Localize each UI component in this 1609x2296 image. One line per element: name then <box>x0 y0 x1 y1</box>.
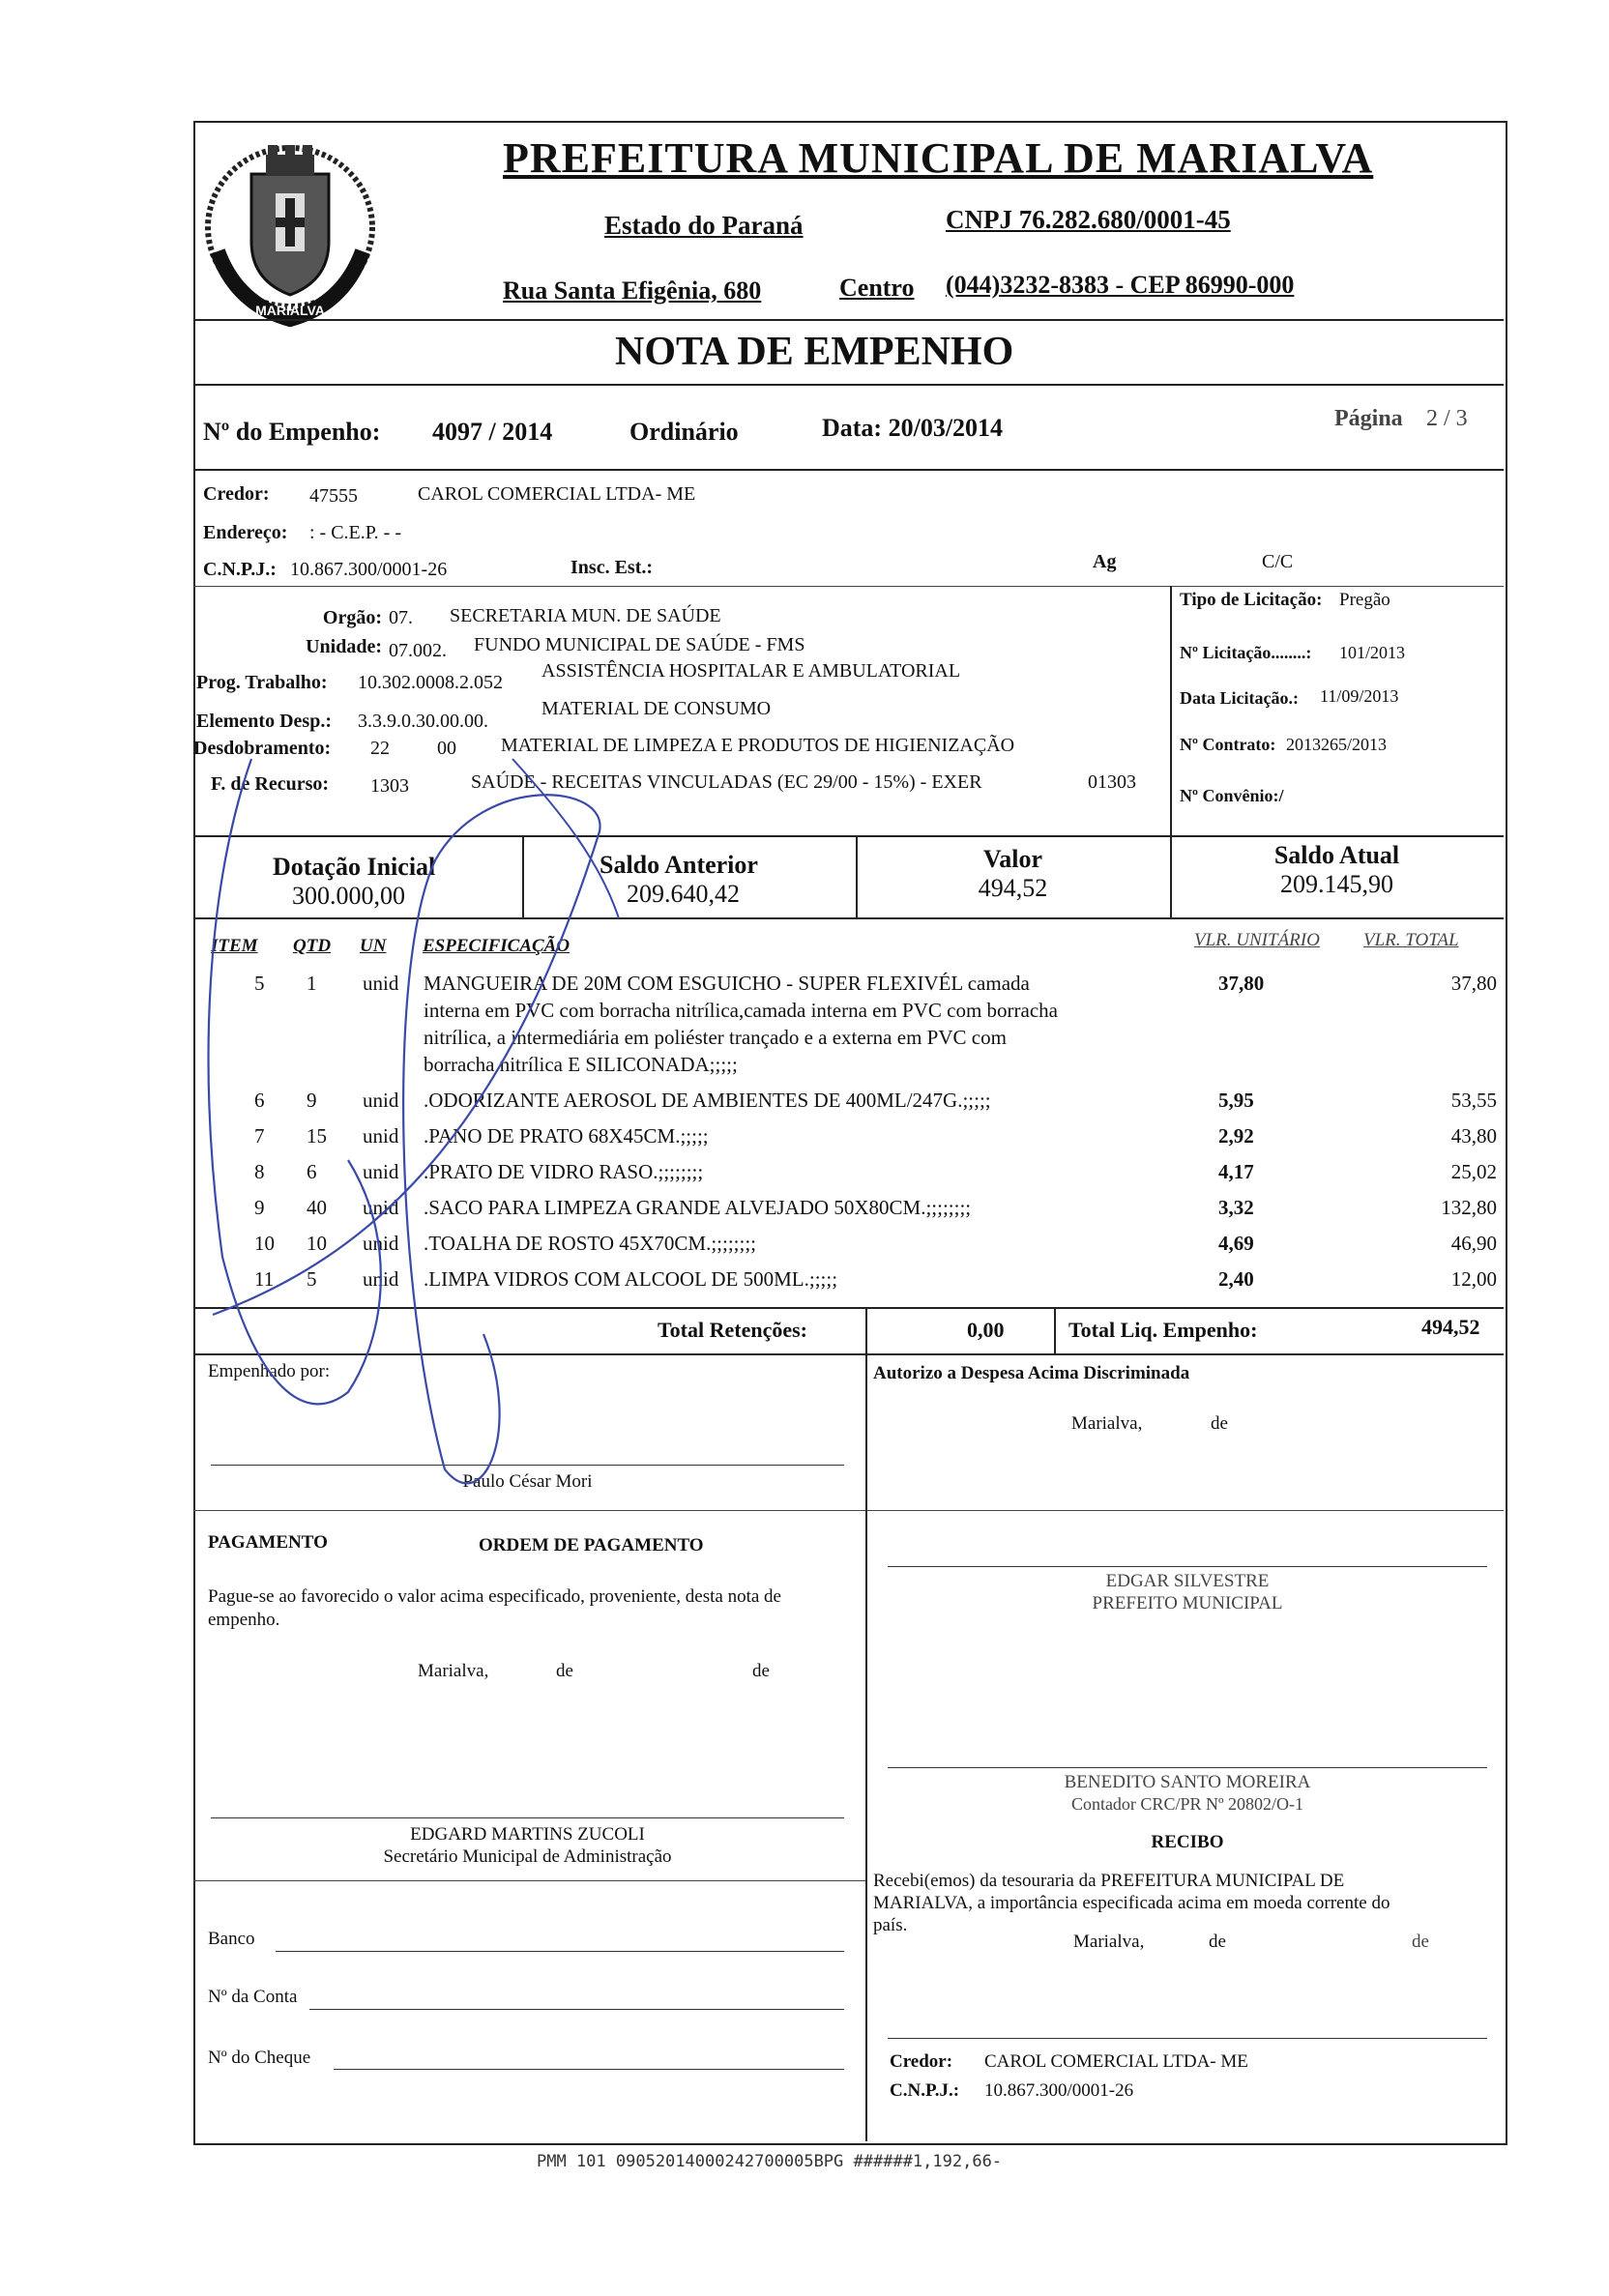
cnpj-recibo-label: C.N.P.J.: <box>890 2080 960 2101</box>
item-unit-price: 5,95 <box>1218 1089 1254 1112</box>
valor-label: Valor <box>982 845 1043 873</box>
divider-vertical <box>865 1307 867 1353</box>
logo-ribbon-text: MARIALVA <box>255 303 325 318</box>
document-title: NOTA DE EMPENHO <box>615 330 1014 374</box>
credor-label: Credor: <box>203 483 270 505</box>
item-spec-line: nitrílica, a intermediária em poliéster trançado e a externa em PVC com <box>424 1026 1007 1049</box>
divider <box>193 469 1504 471</box>
ag-label: Ag <box>1093 551 1117 572</box>
col-header-qtd: QTD <box>293 936 332 956</box>
divider-vertical <box>865 1510 867 2141</box>
divider <box>193 384 1504 386</box>
item-qtd: 40 <box>307 1196 327 1219</box>
item-unit: unid <box>363 1196 399 1219</box>
cnpj-value: 10.867.300/0001-26 <box>290 559 448 580</box>
page-label: Página <box>1334 406 1403 431</box>
item-number: 11 <box>254 1267 275 1291</box>
contador-title: Contador CRC/PR Nº 20802/O-1 <box>1070 1794 1304 1814</box>
item-unit: unid <box>363 1124 399 1148</box>
contrato-label: Nº Contrato: <box>1180 735 1276 754</box>
endereco-value: : - C.E.P. - - <box>309 522 401 543</box>
col-header-total: VLR. TOTAL <box>1363 930 1459 950</box>
empenho-type: Ordinário <box>629 418 739 446</box>
signature-line <box>888 2038 1487 2039</box>
empenho-date: Data: 20/03/2014 <box>822 414 1004 442</box>
credor-recibo-label: Credor: <box>890 2051 953 2072</box>
item-unit: unid <box>363 1089 399 1112</box>
divider <box>193 1880 865 1881</box>
valor-value: 494,52 <box>978 874 1048 902</box>
item-number: 10 <box>254 1232 275 1255</box>
item-number: 9 <box>254 1196 265 1219</box>
data-licitacao-value: 11/09/2013 <box>1320 686 1399 706</box>
secretario-name: EDGARD MARTINS ZUCOLI <box>410 1824 645 1845</box>
item-unit-price: 4,69 <box>1218 1232 1254 1255</box>
pague-de-2: de <box>752 1661 770 1681</box>
elemento-desp-label: Elemento Desp.: <box>196 711 332 732</box>
item-unit-price: 2,92 <box>1218 1124 1254 1148</box>
divider-vertical <box>1170 586 1172 835</box>
unidade-code: 07.002. <box>389 640 447 661</box>
recibo-text-line-2: MARIALVA, a importância especificada acima em moeda corrente do <box>873 1893 1390 1913</box>
item-spec-line: .ODORIZANTE AEROSOL DE AMBIENTES DE 400ML/247G.;;;;; <box>424 1089 991 1112</box>
fonte-recurso-code: 1303 <box>370 775 409 797</box>
item-total: 25,02 <box>1450 1160 1497 1183</box>
phone-and-cep: (044)3232-8383 - CEP 86990-000 <box>946 271 1295 299</box>
prog-trabalho-code: 10.302.0008.2.052 <box>358 672 503 693</box>
recibo-de-2: de <box>1412 1932 1429 1952</box>
conta-label: Nº da Conta <box>208 1987 298 2007</box>
item-total: 37,80 <box>1450 972 1497 995</box>
cnpj-recibo-value: 10.867.300/0001-26 <box>984 2080 1134 2101</box>
item-unit-price: 37,80 <box>1218 972 1265 995</box>
retencoes-value: 0,00 <box>967 1318 1005 1342</box>
recibo-label: RECIBO <box>1151 1832 1224 1852</box>
empenhado-name: Paulo César Mori <box>462 1471 593 1492</box>
item-spec-line: .PRATO DE VIDRO RASO.;;;;;;;; <box>424 1160 704 1183</box>
saldo-anterior-value: 209.640,42 <box>627 880 740 908</box>
header-cnpj: CNPJ 76.282.680/0001-45 <box>946 205 1231 234</box>
col-header-spec: ESPECIFICAÇÃO <box>423 936 570 956</box>
item-unit: unid <box>363 1267 399 1291</box>
item-number: 7 <box>254 1124 265 1148</box>
convenio-label: Nº Convênio:/ <box>1180 786 1284 805</box>
contrato-value: 2013265/2013 <box>1286 735 1388 754</box>
item-qtd: 6 <box>307 1160 317 1183</box>
signature-line <box>888 1566 1487 1567</box>
page-number: 2 / 3 <box>1426 406 1468 431</box>
pague-text: Pague-se ao favorecido o valor acima especificado, proveniente, desta nota de empenho. <box>208 1586 781 1630</box>
liq-empenho-label: Total Liq. Empenho: <box>1068 1318 1258 1342</box>
coat-of-arms-logo <box>198 135 382 329</box>
prog-trabalho-label: Prog. Trabalho: <box>196 672 328 693</box>
insc-est-label: Insc. Est.: <box>570 557 654 578</box>
signature-line <box>888 1767 1487 1768</box>
fonte-recurso-name: SAÚDE - RECEITAS VINCULADAS (EC 29/00 - 15%) - EXER <box>471 771 982 793</box>
tipo-licitacao-value: Pregão <box>1339 590 1390 610</box>
item-unit: unid <box>363 972 399 995</box>
item-spec-line: interna em PVC com borracha nitrílica,camada interna em PVC com borracha <box>424 999 1059 1022</box>
item-qtd: 5 <box>307 1267 317 1291</box>
fonte-recurso-number: 01303 <box>1088 771 1136 793</box>
recibo-place: Marialva, <box>1073 1932 1145 1952</box>
cheque-field-line <box>334 2069 844 2070</box>
prefeito-title: PREFEITO MUNICIPAL <box>1092 1593 1283 1613</box>
secretario-title: Secretário Municipal de Administração <box>383 1846 672 1867</box>
banco-label: Banco <box>208 1929 255 1949</box>
col-header-un: UN <box>360 936 387 956</box>
item-total: 12,00 <box>1450 1267 1497 1291</box>
item-qtd: 9 <box>307 1089 317 1112</box>
orgao-label: Orgão: <box>322 607 382 628</box>
dotacao-label: Dotação Inicial <box>273 853 436 881</box>
licitacao-number-value: 101/2013 <box>1339 643 1406 662</box>
street-address: Rua Santa Efigênia, 680 <box>503 276 762 305</box>
elemento-desp-name: MATERIAL DE CONSUMO <box>541 698 772 719</box>
cheque-label: Nº do Cheque <box>208 2048 311 2068</box>
item-number: 6 <box>254 1089 265 1112</box>
desdobramento-sub: 00 <box>437 738 456 759</box>
orgao-name: SECRETARIA MUN. DE SAÚDE <box>450 605 721 626</box>
divider-vertical <box>865 1353 867 1510</box>
autorizo-place: Marialva, <box>1071 1413 1143 1434</box>
unidade-name: FUNDO MUNICIPAL DE SAÚDE - FMS <box>474 634 805 655</box>
prog-trabalho-name: ASSISTÊNCIA HOSPITALAR E AMBULATORIAL <box>541 660 961 682</box>
saldo-atual-value: 209.145,90 <box>1280 870 1393 898</box>
item-spec-line: MANGUEIRA DE 20M COM ESGUICHO - SUPER FLEXIVÉL camada <box>424 972 1030 995</box>
item-spec-line: .PANO DE PRATO 68X45CM.;;;;; <box>424 1124 709 1148</box>
unidade-label: Unidade: <box>306 636 382 657</box>
desdobramento-label: Desdobramento: <box>193 738 332 759</box>
divider <box>193 586 1504 587</box>
saldo-anterior-label: Saldo Anterior <box>600 851 758 879</box>
col-header-item: ITEM <box>211 936 258 956</box>
autorizo-label: Autorizo a Despesa Acima Discriminada <box>873 1363 1190 1383</box>
retencoes-label: Total Retenções: <box>658 1318 807 1342</box>
elemento-desp-code: 3.3.9.0.30.00.00. <box>358 711 488 732</box>
item-unit-price: 4,17 <box>1218 1160 1254 1183</box>
item-unit: unid <box>363 1160 399 1183</box>
credor-code: 47555 <box>309 485 358 507</box>
recibo-text-line-3: país. <box>873 1915 908 1935</box>
page-title: PREFEITURA MUNICIPAL DE MARIALVA <box>503 134 1374 182</box>
desdobramento-name: MATERIAL DE LIMPEZA E PRODUTOS DE HIGIENIZAÇÃO <box>501 735 1015 756</box>
pagamento-label: PAGAMENTO <box>208 1532 328 1553</box>
item-total: 43,80 <box>1450 1124 1497 1148</box>
desdobramento-code: 22 <box>370 738 390 759</box>
prefeito-name: EDGAR SILVESTRE <box>1105 1571 1270 1591</box>
orgao-code: 07. <box>389 607 413 628</box>
contador-name: BENEDITO SANTO MOREIRA <box>1064 1772 1311 1792</box>
signature-line <box>211 1817 844 1818</box>
item-spec-line: .LIMPA VIDROS COM ALCOOL DE 500ML.;;;;; <box>424 1267 838 1291</box>
empenho-number-label: Nº do Empenho: <box>203 418 381 446</box>
cc-label: C/C <box>1262 551 1294 572</box>
pague-place: Marialva, <box>418 1661 489 1681</box>
endereco-label: Endereço: <box>203 522 288 543</box>
item-total: 46,90 <box>1450 1232 1497 1255</box>
item-spec-line: .TOALHA DE ROSTO 45X70CM.;;;;;;;; <box>424 1232 757 1255</box>
divider <box>193 319 1504 321</box>
autorizo-de: de <box>1211 1413 1228 1434</box>
banco-field-line <box>276 1951 844 1952</box>
state-name: Estado do Paraná <box>604 211 804 240</box>
empenho-number: 4097 / 2014 <box>432 418 553 446</box>
col-header-unit-price: VLR. UNITÁRIO <box>1194 930 1320 950</box>
data-licitacao-label: Data Licitação.: <box>1180 688 1299 708</box>
handwritten-signature <box>193 754 658 1489</box>
footer-code: PMM 101 09052014000242700005BPG ######1,192,66- <box>537 2152 1003 2171</box>
item-unit-price: 2,40 <box>1218 1267 1254 1291</box>
item-spec-line: borracha nitrílica E SILICONADA;;;;; <box>424 1053 738 1076</box>
item-total: 53,55 <box>1450 1089 1497 1112</box>
credor-name: CAROL COMERCIAL LTDA- ME <box>418 483 696 505</box>
pague-de-1: de <box>556 1661 573 1681</box>
item-unit-price: 3,32 <box>1218 1196 1254 1219</box>
recibo-text-line-1: Recebi(emos) da tesouraria da PREFEITURA MUNICIPAL DE <box>873 1871 1345 1891</box>
dotacao-value: 300.000,00 <box>292 882 405 910</box>
cnpj-label: C.N.P.J.: <box>203 559 277 580</box>
conta-field-line <box>309 2009 844 2010</box>
item-unit: unid <box>363 1232 399 1255</box>
item-qtd: 1 <box>307 972 317 995</box>
item-qtd: 15 <box>307 1124 327 1148</box>
item-total: 132,80 <box>1441 1196 1497 1219</box>
empenhado-label: Empenhado por: <box>208 1361 331 1381</box>
divider-vertical <box>1054 1307 1056 1353</box>
item-number: 5 <box>254 972 265 995</box>
tipo-licitacao-label: Tipo de Licitação: <box>1180 590 1323 610</box>
item-qtd: 10 <box>307 1232 327 1255</box>
licitacao-number-label: Nº Licitação........: <box>1180 643 1312 662</box>
credor-recibo-value: CAROL COMERCIAL LTDA- ME <box>984 2051 1248 2072</box>
fonte-recurso-label: F. de Recurso: <box>211 773 330 795</box>
divider <box>193 1510 1504 1511</box>
saldo-atual-label: Saldo Atual <box>1273 841 1400 869</box>
ordem-pagamento-label: ORDEM DE PAGAMENTO <box>479 1535 704 1555</box>
item-number: 8 <box>254 1160 265 1183</box>
liq-empenho-value: 494,52 <box>1421 1315 1480 1339</box>
item-spec-line: .SACO PARA LIMPEZA GRANDE ALVEJADO 50X80CM.;;;;;;;; <box>424 1196 972 1219</box>
recibo-de-1: de <box>1209 1932 1226 1952</box>
district: Centro <box>839 274 915 302</box>
